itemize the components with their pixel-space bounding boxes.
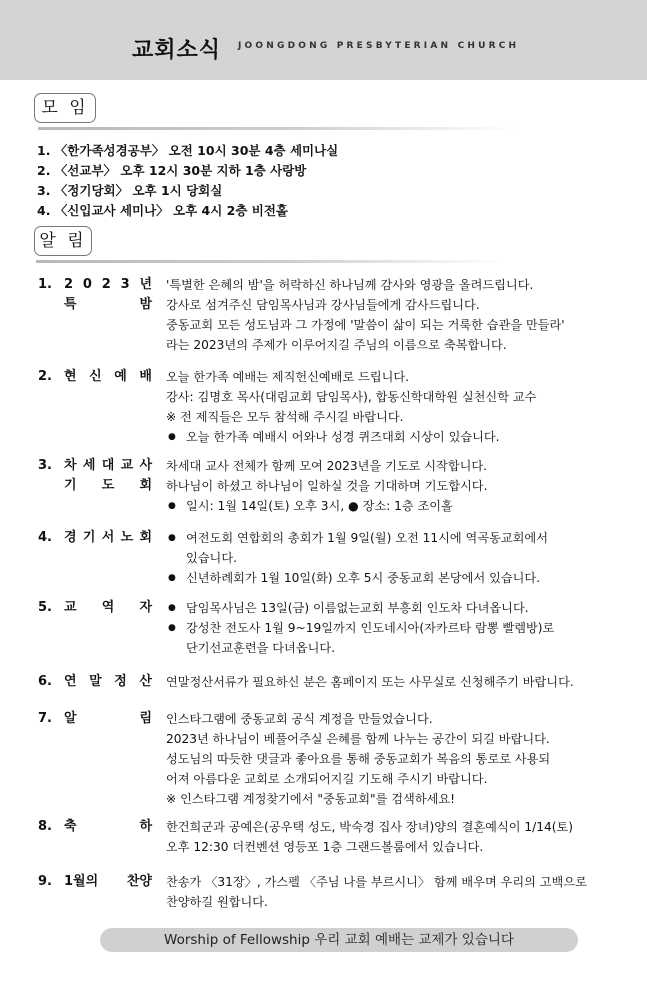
notice-line: 연말정산서류가 필요하신 분은 홈페이지 또는 사무실로 신청해주기 바랍니다. — [166, 675, 574, 689]
notice-heading — [64, 275, 152, 315]
bullet-line: ● 강성찬 전도사 1월 9~19일까지 인도네시아(자카르타 람뽕 빨렘방)로 — [166, 618, 616, 638]
notice-body — [166, 817, 616, 857]
notice-heading-char: 특 — [64, 297, 77, 312]
meeting-item: 1. 〈한가족성경공부〉 오전 10시 30분 4층 세미나실 — [37, 143, 339, 158]
notice-heading-char: 찬양 — [126, 874, 152, 889]
notice-heading-char: 연 — [64, 674, 77, 689]
notice-heading-char: 2 — [64, 277, 74, 292]
bullet-line: ● 신년하례회가 1월 10일(화) 오후 5시 중동교회 본당에서 있습니다. — [166, 568, 616, 588]
notice-heading-char: 대 — [101, 458, 115, 473]
meetings-label: 모 임 — [34, 93, 96, 123]
notice-line: 한건희군과 공예은(공우택 성도, 박숙경 집사 장녀)양의 결혼예식이 1/14(토) — [166, 820, 574, 834]
notice-heading-line — [64, 817, 152, 837]
notice-heading-line — [64, 367, 152, 387]
notice-line: '특별한 은혜의 밤'을 허락하신 하나님께 감사와 영광을 올려드립니다. — [166, 278, 534, 292]
notice-line: ※ 전 제직들은 모두 참석해 주시길 바랍니다. — [166, 410, 404, 424]
notice-heading-line — [64, 709, 152, 729]
bullet-line: ● 오늘 한가족 예배시 어와나 성경 퀴즈대회 시상이 있습니다. — [166, 427, 616, 447]
notice-heading-char: 경 — [64, 530, 77, 545]
notice-heading-line — [64, 275, 152, 295]
notice-heading-char: 교 — [64, 600, 77, 615]
notice-number: 7. — [38, 711, 52, 726]
notices-label: 알 림 — [34, 226, 92, 256]
notice-heading-char: 림 — [139, 711, 152, 726]
notice-number: 3. — [38, 458, 52, 473]
notice-heading-char: 세 — [82, 458, 96, 473]
notice-body — [166, 672, 616, 692]
notice-heading-char: 자 — [139, 600, 152, 615]
notice-heading-char: 도 — [101, 478, 115, 493]
bullet-line: ● 담임목사님은 13일(금) 이름없는교회 부흥회 인도차 다녀옵니다. — [166, 598, 616, 618]
notice-number: 1. — [38, 277, 52, 292]
page-header — [0, 0, 647, 80]
notice-number: 6. — [38, 674, 52, 689]
notice-body — [166, 528, 616, 588]
notice-heading-line — [64, 598, 152, 618]
notice-heading-char: 노 — [120, 530, 134, 545]
notice-heading — [64, 598, 152, 618]
notice-number: 9. — [38, 874, 52, 889]
notice-line: 찬양하길 원합니다. — [166, 895, 268, 909]
notice-heading-line — [64, 672, 152, 692]
notice-line: 오늘 한가족 예배는 제직헌신예배로 드립니다. — [166, 370, 410, 384]
notice-heading-line — [64, 872, 152, 892]
notice-heading-char: 회 — [139, 530, 152, 545]
notice-heading-line — [64, 295, 152, 315]
notice-line: 어져 아름다운 교회로 소개되어지길 기도해 주시기 바랍니다. — [166, 772, 488, 786]
notice-heading-char: 기 — [64, 478, 77, 493]
notice-body — [166, 275, 616, 355]
notice-heading — [64, 528, 152, 548]
notice-line: 찬송가 〈31장〉, 가스펠 〈주님 나를 부르시니〉 함께 배우며 우리의 고백으로 — [166, 875, 587, 889]
notice-line: ※ 인스타그램 계정찾기에서 "중동교회"를 검색하세요! — [166, 792, 456, 806]
notice-heading-line — [64, 456, 152, 476]
notice-line: 있습니다. — [186, 551, 237, 565]
notice-line: 강사로 섬겨주신 담임목사님과 강사님들에게 감사드립니다. — [166, 298, 480, 312]
notice-heading-char: 서 — [101, 530, 115, 545]
notice-heading-line — [64, 476, 152, 496]
bullet-line: ● 일시: 1월 14일(토) 오후 3시, ● 장소: 1층 조이홀 — [166, 496, 616, 516]
notice-heading-char: 배 — [139, 369, 152, 384]
notice-heading — [64, 817, 152, 837]
notice-number: 5. — [38, 600, 52, 615]
notice-line: 강사: 김명호 목사(대림교회 담임목사), 합동신학대학원 실천신학 교수 — [166, 390, 537, 404]
notice-heading-char: 산 — [139, 674, 152, 689]
notice-heading — [64, 872, 152, 892]
notice-heading-char: 2 — [101, 277, 111, 292]
notice-heading-char: 3 — [120, 277, 130, 292]
notice-heading-char: 사 — [139, 458, 152, 473]
bullet-line: ● 여전도회 연합회의 총회가 1월 9일(월) 오전 11시에 역곡동교회에서 — [166, 528, 616, 548]
notice-heading-char: 회 — [139, 478, 152, 493]
notice-number: 4. — [38, 530, 52, 545]
notice-heading-line — [64, 528, 152, 548]
notice-heading-char: 신 — [89, 369, 102, 384]
meeting-item: 2. 〈선교부〉 오후 12시 30분 지하 1층 사랑방 — [37, 163, 307, 178]
notice-line: 오후 12:30 더컨벤션 영등포 1층 그랜드볼룸에서 있습니다. — [166, 840, 484, 854]
notices-divider — [36, 260, 506, 263]
meetings-list — [37, 141, 338, 221]
notice-heading-char: 말 — [89, 674, 102, 689]
notice-heading-char: 0 — [82, 277, 92, 292]
notice-line: 인스타그램에 중동교회 공식 계정을 만들었습니다. — [166, 712, 433, 726]
meeting-item: 3. 〈정기당회〉 오후 1시 당회실 — [37, 183, 223, 198]
notice-heading-char: 기 — [82, 530, 96, 545]
notice-heading-char: 1월의 — [64, 874, 99, 889]
notice-heading-char: 하 — [139, 819, 152, 834]
notice-line: 단기선교훈련을 다녀옵니다. — [186, 641, 336, 655]
notice-body — [166, 872, 616, 912]
meeting-item: 4. 〈신입교사 세미나〉 오후 4시 2층 비전홀 — [37, 203, 289, 218]
notice-number: 8. — [38, 819, 52, 834]
notice-heading-char: 역 — [101, 600, 115, 615]
notice-heading-char: 정 — [114, 674, 127, 689]
notice-heading — [64, 367, 152, 387]
notice-heading — [64, 672, 152, 692]
meetings-divider — [38, 127, 518, 130]
notice-line: 2023년 하나님이 베풀어주실 은혜를 함께 나누는 공간이 되길 바랍니다. — [166, 732, 550, 746]
notice-line: 성도님의 따듯한 댓글과 좋아요를 통해 중동교회가 복음의 통로로 사용되 — [166, 752, 551, 766]
notice-line: 중동교회 모든 성도님과 그 가정에 '말씀이 삶이 되는 거룩한 습관을 만들라' — [166, 318, 565, 332]
notice-body — [166, 709, 616, 809]
notice-heading-char: 차 — [64, 458, 77, 473]
notice-line: 차세대 교사 전체가 함께 모여 2023년을 기도로 시작합니다. — [166, 459, 488, 473]
notice-heading-char: 예 — [114, 369, 127, 384]
notice-heading-char: 현 — [64, 369, 77, 384]
page-title: 교회소식 — [132, 38, 222, 63]
notice-heading — [64, 709, 152, 729]
notice-body — [166, 598, 616, 658]
notice-heading-char: 년 — [139, 277, 152, 292]
notice-line: 라는 2023년의 주제가 이루어지길 주님의 이름으로 축복합니다. — [166, 338, 507, 352]
notice-number: 2. — [38, 369, 52, 384]
footer-banner: Worship of Fellowship 우리 교회 예배는 교제가 있습니다 — [100, 928, 578, 952]
notice-body — [166, 456, 616, 516]
notice-heading-char: 밤 — [139, 297, 152, 312]
notice-line: 하나님이 하셨고 하나님이 일하실 것을 기대하며 기도합시다. — [166, 479, 488, 493]
church-name: JOONGDONG PRESBYTERIAN CHURCH — [238, 41, 520, 51]
notice-body — [166, 367, 616, 447]
notice-heading-char: 알 — [64, 711, 77, 726]
notice-heading — [64, 456, 152, 496]
notice-heading-char: 교 — [120, 458, 134, 473]
notice-heading-char: 축 — [64, 819, 77, 834]
